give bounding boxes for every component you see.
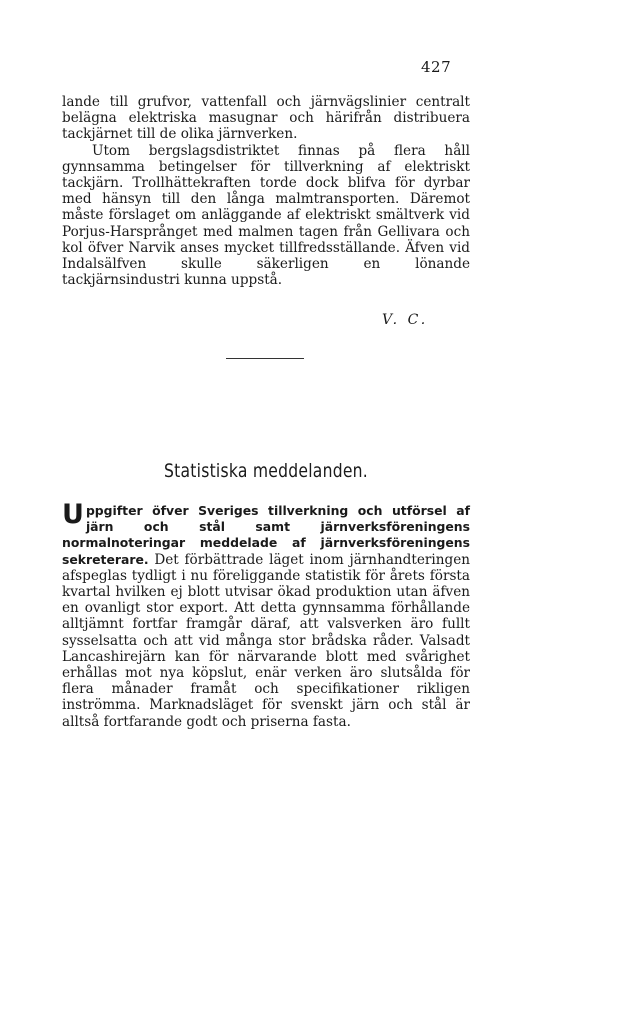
author-signature: V. C. [382, 312, 429, 328]
paragraph-1: lande till grufvor, vattenfall och järnvägslinier centralt belägna elektriska masugnar och härifrån distribuera tackjärnet till de olika järnverken. [62, 94, 470, 143]
page-number: 427 [421, 58, 452, 76]
article-paragraph [62, 499, 470, 730]
article-body: Det förbättrade läget inom järnhandteringen afspeglas tydligt i nu föreliggande statistik för årets första kvartal hvilken ej blott utvisar ökad produktion utan äfven en ovanligt stor export. Att detta gynnsamma förhållande alltjämnt fortfar framgår däraf, att valsverken äro fullt sysselsatta och att vid många stor brådska råder. Valsadt Lancashirejärn kan för närvarande blott med svårighet erhållas mot nya köpslut, enär verken äro slutsålda för flera månader framåt och specifikationer rikligen inströmma. Marknadsläget för svenskt järn och stål är alltså fortfarande godt och priserna fasta. [62, 551, 470, 730]
paragraph-2: Utom bergslagsdistriktet finnas på flera håll gynnsamma betingelser för tillverkning af elektriskt tackjärn. Trollhättekraften torde dock blifva för dyrbar med hänsyn till den långa malmtransporten. Däremot måste förslaget om anläggande af elektriskt smältverk vid Porjus-Harsprånget med malmen tagen från Gellivara och kol öfver Narvik anses mycket tillfredsställande. Äfven vid Indalsälfven skulle säkerligen en lönande tackjärnsindustri kunna uppstå. [62, 142, 470, 289]
body-text-top [62, 94, 470, 288]
article-lead: ppgifter öfver Sveriges tillverkning och utförsel af järn och stål samt järnverksföreningens normalnoteringar meddelade af järnverksföreningens sekreterare. [62, 503, 470, 567]
drop-cap: U [62, 499, 84, 530]
section-title: Statistiska meddelanden. [163, 460, 368, 482]
article-text [62, 499, 470, 730]
section-divider [226, 358, 304, 359]
